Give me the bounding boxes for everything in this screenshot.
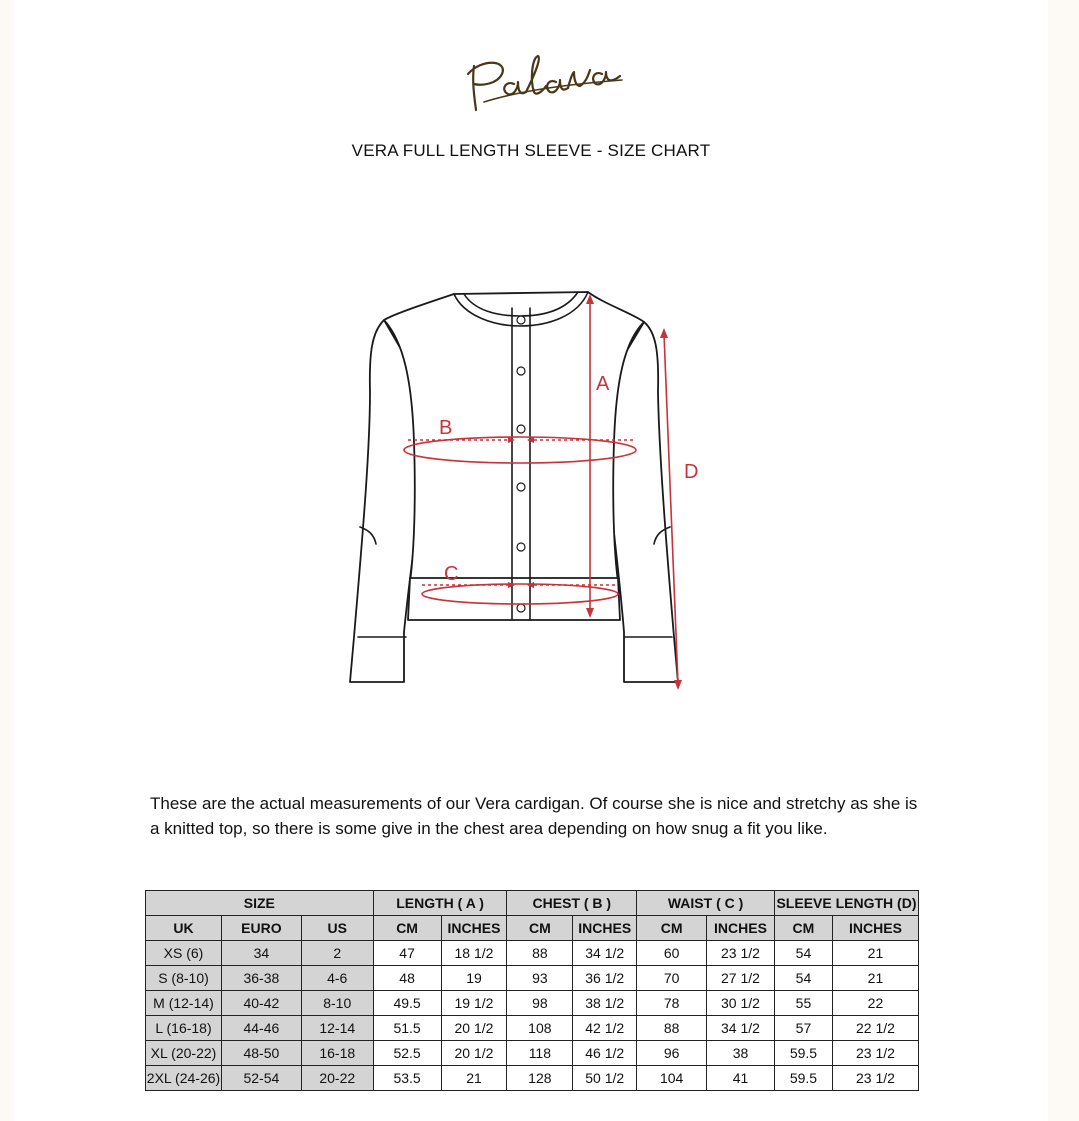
table-cell: 98	[507, 991, 573, 1016]
table-cell: 23 1/2	[832, 1041, 918, 1066]
header-cell: INCHES	[573, 916, 637, 941]
table-cell: 57	[774, 1016, 832, 1041]
table-cell: 23 1/2	[707, 941, 775, 966]
table-cell: 93	[507, 966, 573, 991]
table-cell: 18 1/2	[441, 941, 507, 966]
header-cell: UK	[146, 916, 222, 941]
page-title: VERA FULL LENGTH SLEEVE - SIZE CHART	[351, 141, 711, 160]
table-cell: 55	[774, 991, 832, 1016]
table-row	[146, 1016, 919, 1041]
table-cell: 21	[441, 1066, 507, 1091]
table-cell: 59.5	[774, 1041, 832, 1066]
table-cell: 48-50	[221, 1041, 301, 1066]
table-cell: 34 1/2	[707, 1016, 775, 1041]
table-cell: 20-22	[301, 1066, 373, 1091]
label-a: A	[596, 373, 610, 395]
table-cell: 41	[707, 1066, 775, 1091]
table-cell: 53.5	[373, 1066, 441, 1091]
table-cell: 21	[832, 966, 918, 991]
table-cell: 4-6	[301, 966, 373, 991]
group-chest: CHEST ( B )	[507, 891, 637, 916]
table-cell: 34 1/2	[573, 941, 637, 966]
group-length: LENGTH ( A )	[373, 891, 507, 916]
table-cell: 51.5	[373, 1016, 441, 1041]
table-cell: 34	[221, 941, 301, 966]
table-cell: 38	[707, 1041, 775, 1066]
header-cell: CM	[774, 916, 832, 941]
table-cell: 20 1/2	[441, 1041, 507, 1066]
group-waist: WAIST ( C )	[637, 891, 775, 916]
table-row	[146, 941, 919, 966]
table-cell: 16-18	[301, 1041, 373, 1066]
table-cell: 88	[637, 1016, 707, 1041]
table-cell: 96	[637, 1041, 707, 1066]
size-chart-page	[14, 0, 1048, 1121]
header-cell: INCHES	[441, 916, 507, 941]
table-cell: 118	[507, 1041, 573, 1066]
table-cell: 23 1/2	[832, 1066, 918, 1091]
table-cell: 21	[832, 941, 918, 966]
description-text: These are the actual measurements of our Vera cardigan. Of course she is nice and stretchy as she is a knitted top, so there is some give in the chest area depending on how snug a fit you like.	[150, 794, 918, 838]
size-table	[145, 890, 919, 1091]
table-cell: 54	[774, 941, 832, 966]
table-cell: 49.5	[373, 991, 441, 1016]
table-cell: 30 1/2	[707, 991, 775, 1016]
table-cell: 70	[637, 966, 707, 991]
group-sleeve-length: SLEEVE LENGTH (D)	[774, 891, 918, 916]
brand-logo	[462, 40, 627, 120]
table-row	[146, 1066, 919, 1091]
table-cell: 20 1/2	[441, 1016, 507, 1041]
header-cell: EURO	[221, 916, 301, 941]
table-row	[146, 1041, 919, 1066]
table-cell: 40-42	[221, 991, 301, 1016]
logo-script-icon	[462, 40, 627, 120]
table-cell: 88	[507, 941, 573, 966]
table-cell: 104	[637, 1066, 707, 1091]
table-cell: 36 1/2	[573, 966, 637, 991]
table-cell: 22 1/2	[832, 1016, 918, 1041]
label-b: B	[439, 417, 453, 439]
table-cell: 36-38	[221, 966, 301, 991]
size-rows	[146, 941, 919, 1091]
table-cell: 128	[507, 1066, 573, 1091]
group-size: SIZE	[146, 891, 374, 916]
table-cell: 42 1/2	[573, 1016, 637, 1041]
table-cell: 59.5	[774, 1066, 832, 1091]
table-group-header	[146, 891, 919, 916]
header-cell: INCHES	[707, 916, 775, 941]
header-cell: INCHES	[832, 916, 918, 941]
cardigan-sketch	[334, 282, 714, 702]
table-cell: 78	[637, 991, 707, 1016]
table-cell: 46 1/2	[573, 1041, 637, 1066]
table-cell: 52.5	[373, 1041, 441, 1066]
table-cell: 22	[832, 991, 918, 1016]
table-cell: 12-14	[301, 1016, 373, 1041]
uk-size-cell: XL (20-22)	[146, 1041, 222, 1066]
table-cell: 19 1/2	[441, 991, 507, 1016]
uk-size-cell: L (16-18)	[146, 1016, 222, 1041]
table-sub-header	[146, 916, 919, 941]
uk-size-cell: XS (6)	[146, 941, 222, 966]
uk-size-cell: 2XL (24-26)	[146, 1066, 222, 1091]
table-cell: 27 1/2	[707, 966, 775, 991]
header-cell: CM	[373, 916, 441, 941]
header-cell: CM	[637, 916, 707, 941]
table-cell: 47	[373, 941, 441, 966]
table-cell: 8-10	[301, 991, 373, 1016]
table-row	[146, 966, 919, 991]
table-cell: 54	[774, 966, 832, 991]
table-cell: 38 1/2	[573, 991, 637, 1016]
label-d: D	[684, 461, 699, 483]
uk-size-cell: S (8-10)	[146, 966, 222, 991]
table-cell: 108	[507, 1016, 573, 1041]
table-cell: 48	[373, 966, 441, 991]
label-c: C	[444, 563, 459, 585]
cardigan-diagram	[334, 282, 714, 702]
table-cell: 2	[301, 941, 373, 966]
header-cell: US	[301, 916, 373, 941]
table-row	[146, 991, 919, 1016]
table-cell: 50 1/2	[573, 1066, 637, 1091]
table-cell: 52-54	[221, 1066, 301, 1091]
table-cell: 19	[441, 966, 507, 991]
table-cell: 60	[637, 941, 707, 966]
uk-size-cell: M (12-14)	[146, 991, 222, 1016]
header-cell: CM	[507, 916, 573, 941]
table-cell: 44-46	[221, 1016, 301, 1041]
